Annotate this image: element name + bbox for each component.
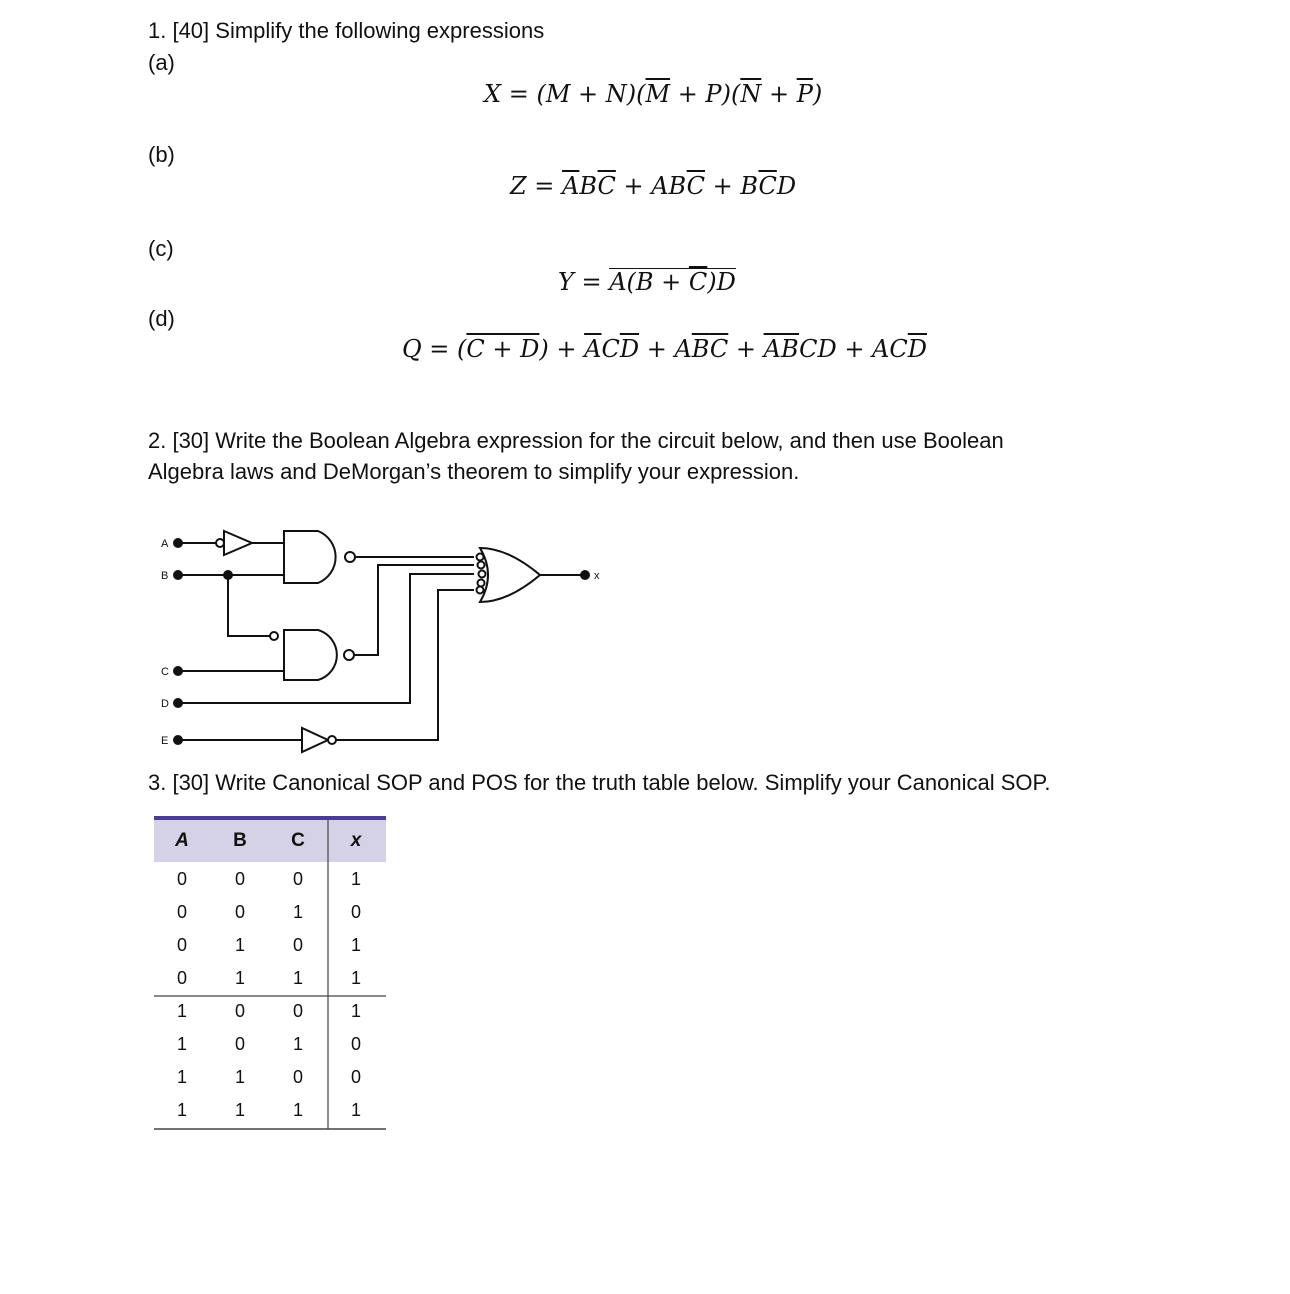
truth-table-header-3: x [350,830,362,851]
truth-table-cell: 0 [292,935,303,955]
nand-gate-2-bubble [344,650,354,660]
terminal-x [581,571,589,579]
inverter-e-triangle [302,728,328,752]
equation-d: $Q = (C + D) + \overline{A}C\overline{D} + A\overline{B}\overline{C} + \overline{A}\overline{B}CD + AC\overline{D}$ [402,335,927,363]
equation-a: $X = (M + N)(\overline{M} + P)(\overline{N} + \overline{P})$ [484,80,823,108]
equation-c: $Y = A(B + \overline{C})D$ [558,268,736,296]
truth-table-cell: 1 [176,1100,187,1120]
output-label-x: x [594,570,600,582]
input-label-b: B [161,570,169,582]
truth-table-cell: 0 [292,1067,303,1087]
inverter-a-triangle [224,531,252,555]
inverter-e-bubble [328,736,336,744]
inverter-a-bubble [216,539,224,547]
truth-table-cell: 0 [350,1067,361,1087]
truth-table-cell: 1 [234,968,245,988]
truth-table-cell: 1 [176,1067,187,1087]
truth-table-cell: 1 [350,968,361,988]
or-bubble-3 [479,571,486,578]
nand2-input-bubble [270,632,278,640]
truth-table-cell: 1 [350,1100,361,1120]
q1-part-d-label: (d) [148,306,175,331]
logic-circuit-diagram [0,520,620,760]
q3-heading: 3. [30] Write Canonical SOP and POS for the truth table below. Simplify your Canonical SOP. [148,770,1051,795]
truth-table-cell: 0 [350,1034,361,1054]
truth-table-cell: 0 [176,935,187,955]
q1-part-a-label: (a) [148,50,175,75]
or-bubble-5 [477,587,484,594]
q1-part-b-label: (b) [148,142,175,167]
nand-gate-1 [284,531,336,583]
q1-heading: 1. [40] Simplify the following expressions [148,18,545,43]
truth-table-cell: 0 [234,1001,245,1021]
truth-table-header-2: C [291,830,305,851]
input-label-c: C [161,666,169,678]
truth-table-cell: 1 [176,1001,187,1021]
truth-table-cell: 1 [292,968,303,988]
or-gate [480,548,540,602]
truth-table-cell: 0 [292,869,303,889]
input-label-a: A [161,538,169,550]
q1-part-c-label: (c) [148,236,174,261]
truth-table-cell: 1 [292,1100,303,1120]
truth-table-cell: 0 [176,902,187,922]
equation-b: $Z = \overline{A}B\overline{C} + AB\overline{C} + B\overline{C}D$ [510,172,797,200]
truth-table-cell: 1 [234,1100,245,1120]
truth-table-cell: 0 [234,1034,245,1054]
truth-table-cell: 1 [176,1034,187,1054]
nand-gate-1-bubble [345,552,355,562]
q2-line-1: 2. [30] Write the Boolean Algebra expression for the circuit below, and then use Boolean [148,428,1004,453]
or-bubble-1 [477,554,484,561]
truth-table-header-1: B [233,830,247,851]
or-bubble-4 [478,580,485,587]
truth-table-cell: 0 [176,869,187,889]
truth-table-cell: 0 [176,968,187,988]
truth-table-cell: 0 [234,869,245,889]
truth-table-cell: 0 [234,902,245,922]
truth-table-cell: 0 [292,1001,303,1021]
input-label-e: E [161,735,169,747]
truth-table-cell: 1 [292,1034,303,1054]
truth-table-cell: 1 [350,869,361,889]
truth-table-cell: 0 [350,902,361,922]
nand-gate-2 [284,630,337,680]
truth-table-cell: 1 [350,1001,361,1021]
input-label-d: D [161,698,169,710]
truth-table-header-0: A [175,830,189,851]
or-bubble-2 [478,562,485,569]
truth-table-cell: 1 [234,935,245,955]
truth-table-cell: 1 [292,902,303,922]
truth-table-cell: 1 [350,935,361,955]
q2-line-2: Algebra laws and DeMorgan’s theorem to simplify your expression. [148,459,800,484]
truth-table-cell: 1 [234,1067,245,1087]
